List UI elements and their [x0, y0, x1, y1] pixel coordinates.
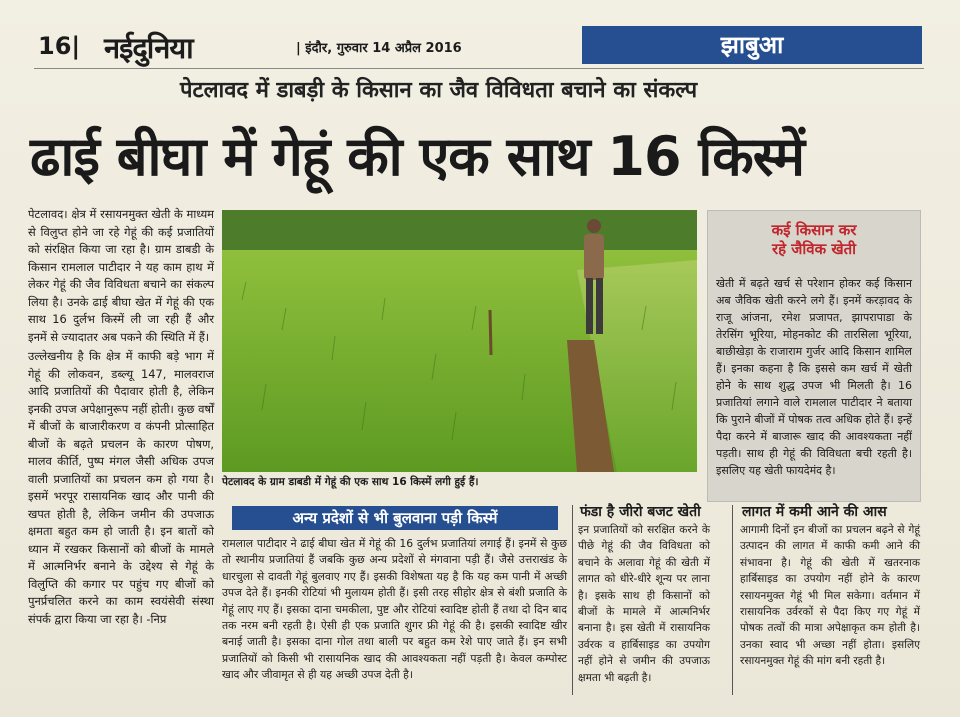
- zero-budget-heading: फंडा है जीरो बजट खेती: [580, 504, 701, 520]
- cost-reduction-body: आगामी दिनों इन बीजों का प्रचलन बढ़ने से गेहूं उत्पादन की लागत में काफी कमी आने की संभावना है। गेहूं की खेती में खतरनाक हार्बिसाइड का उपयोग नहीं होने के कारण रसायनमुक्त गेहूं भी मिल सकेगा। वर्तमान में रासायनिक उर्वरकों से पैदा किए गए गेहूं में पोषक तत्वों की मात्रा अपेक्षाकृत कम होती है। उनका स्वाद भी अच्छा नहीं होता। इसलिए रसायनमुक्त गेहूं की मांग बनी रहती है।: [740, 524, 920, 668]
- newspaper-name: नईदुनिया: [104, 31, 193, 65]
- wheat-field-photo: [222, 210, 697, 472]
- sidebar-body: खेती में बढ़ते खर्च से परेशान होकर कई किसान अब जैविक खेती करने लगे हैं। इनमें करड़ावद के राजू आंजना, रमेश प्रजापत, झापरापाडा के तेरसिंग भूरिया, मोहनकोट की तारसिला भूरिया, बाछीखेड़ा के राजाराम गुर्जर आदि किसान शामिल हैं। इनका कहना है कि इससे कम खर्च में खेती होने के साथ शुद्ध उपज भी मिलती है। 16 प्रजातियां लगाने वाले रामलाल पाटीदार ने बताया कि पुराने बीजों में पोषक तत्व अधिक होते हैं। इन्हें पैदा करने में बाजारू खाद की आवश्यकता नहीं पड़ती। साथ ही गेहूं की विविधता बची रहती है। इसलिए यह खेती फायदेमंद है।: [716, 277, 912, 477]
- cost-reduction-heading: लागत में कमी आने की आस: [742, 504, 887, 520]
- lead-paragraph-2: उल्लेखनीय है कि क्षेत्र में काफी बड़े भाग में गेहूं की लोकवन, डब्ल्यू 147, मालवराज आदि प्रजातियों की पैदावार होती है, लेकिन इनकी उपज अपेक्षानुरूप नहीं होती। कुछ वर्षों में बीजों के बाजारीकरण व कंपनी प्रोत्साहित बीजों के बढ़ते प्रचलन के कारण पोषण, मालव कीर्ति, पुष्प मंगल जैसी अधिक उपज वाली प्रजातियों का प्रचलन कम हो गया है। इसमें भरपूर रासायनिक खाद और पानी की खपत होती है, लेकिन जमीन की उपजाऊ क्षमता बहुत कम हो जाती है। इन बातों को ध्यान में रखकर किसानों को बीजों के मामले में आत्मनिर्भर बनाने के उद्देश्य से गेहूं के विलुप्ति की कगार पर पहुंच गए बीजों को पुनर्प्रचलित करने का काम स्वयंसेवी संस्था संपर्क द्वारा किया जा रहा है। -निप्र: [28, 349, 214, 626]
- article-subheadline: पेटलावद में डाबड़ी के किसान का जैव विविधता बचाने का संकल्प: [180, 78, 698, 103]
- dateline: | इंदौर, गुरुवार 14 अप्रैल 2016: [296, 41, 462, 56]
- zero-budget-body: इन प्रजातियों को सरक्षित करने के पीछे गेहूं की जैव विविधता को बचाने के अलावा गेहूं की खेती में लागत को धीरे-धीरे शून्य पर लाना है। इसके साथ ही किसानों को बीजों के मामले में आत्मनिर्भर बनाना है। इस खेती में रासायनिक उर्वरक व हार्बिसाइड का उपयोग नहीं होने से जमीन की उपजाऊ क्षमता भी बढ़ती है।: [578, 524, 710, 684]
- column-divider: [572, 505, 573, 695]
- other-states-heading: अन्य प्रदेशों से भी बुलवाना पड़ी किस्में: [232, 506, 558, 530]
- page-number: 16|: [38, 32, 81, 60]
- organic-farming-sidebar: [707, 210, 921, 502]
- region-banner: झाबुआ: [582, 26, 922, 64]
- column-divider: [732, 505, 733, 695]
- wheat-field-illustration: [222, 210, 697, 472]
- sidebar-title-line-1: कई किसान कर: [771, 221, 857, 239]
- article-headline: ढाई बीघा में गेहूं की एक साथ 16 किस्में: [30, 125, 805, 188]
- lead-column: [28, 206, 214, 630]
- other-states-body: रामलाल पाटीदार ने ढाई बीघा खेत में गेहूं की 16 दुर्लभ प्रजातियां लगाई हैं। इनमें से कुछ तो स्थानीय प्रजातियां हैं जबकि कुछ अन्य प्रदेशों से मंगवाना पड़ी हैं। जैसे उत्तराखंड के धारचुला से दावती गेहूं बुलवाए गए हैं। इसकी विशेषता यह है कि यह कम पानी में अच्छी उपज देते हैं। इनकी रोटियां भी मुलायम होती हैं। इसी तरह सीहोर क्षेत्र से बंशी प्रजाति के गेहूं लाए गए हैं। इसका दाना चमकीला, पुष्ट और रोटियां स्वादिष्ट होती हैं तथा दो दिन बाद तक नरम बनी रहती है। ऐसी ही एक प्रजाति शुगर फ्री गेहूं की है। इसकी स्वादिष्ट खीर बनाई जाती है। इसका दाना गोल तथा बाली पर बहुत कम रेशे पाए जाते हैं। इन सभी प्रजातियों को किसी भी रासायनिक खाद की आवश्यकता नहीं पड़ती है। केवल कम्पोस्ट खाद और जीवामृत से ही यह अच्छी उपज देती है।: [222, 537, 567, 682]
- sidebar-title: [708, 221, 920, 259]
- lead-paragraph-1: पेटलावद। क्षेत्र में रसायनमुक्त खेती के माध्यम से विलुप्त होने जा रहे गेहूं की कई प्रजातियों को संरक्षित किया जा रहा है। ग्राम डाबडी के किसान रामलाल पाटीदार ने यह काम हाथ में लेकर गेहूं की जैव विविधता बचाने का संकल्प लिया है। उनके ढाई बीघा खेत में गेहूं की एक साथ 16 दुर्लभ किस्में ली जा रही हैं और इनमें से ज्यादातर अब पकने की स्थिति में हैं।: [28, 207, 214, 344]
- photo-caption: पेटलावद के ग्राम डाबडी में गेहूं की एक साथ 16 किस्में लगी हुई हैं।: [222, 476, 479, 488]
- masthead: [34, 28, 924, 69]
- sidebar-title-line-2: रहे जैविक खेती: [771, 240, 857, 258]
